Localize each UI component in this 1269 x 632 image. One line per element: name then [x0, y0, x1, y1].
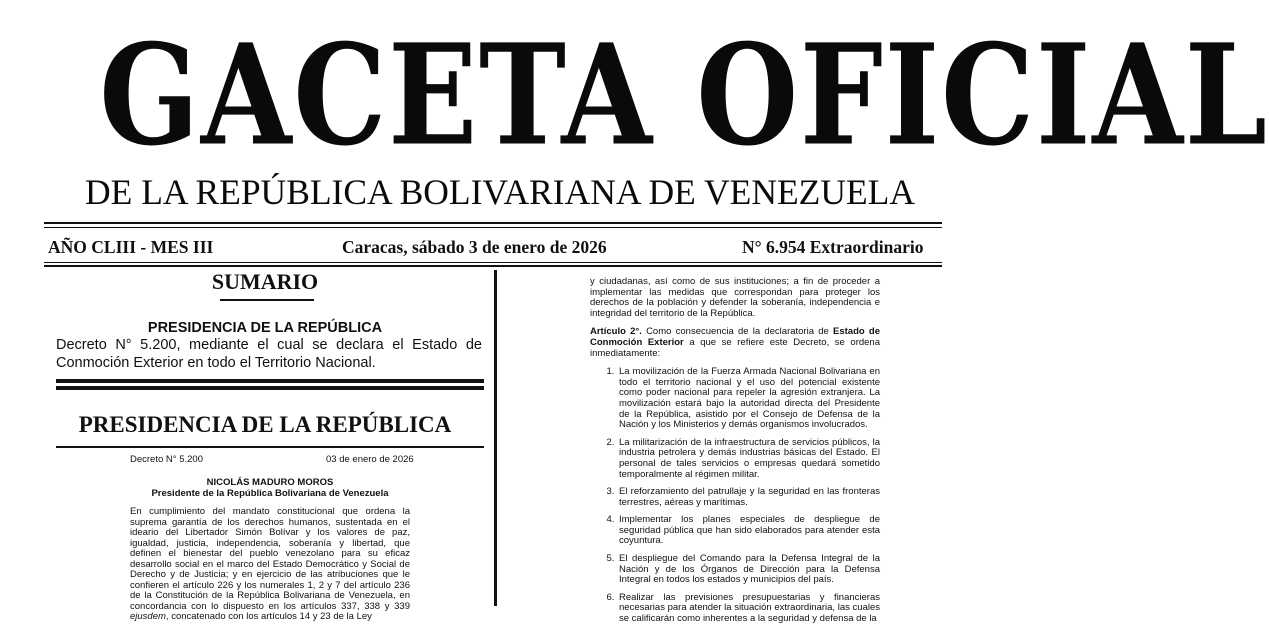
section-rule-3 [56, 446, 484, 448]
header-rule-bottom-thick [44, 265, 942, 267]
issue-year: AÑO CLIII - MES III [48, 237, 214, 257]
list-item: 2. La militarización de la infraestructura de servicios públicos, la industria petrolera y demás industrias básicas del Estado. El personal de tales servicios o empresas quedará sometido temporalmente al régimen militar. [617, 438, 880, 480]
article-2 [590, 327, 880, 359]
decree-date: 03 de enero de 2026 [326, 454, 414, 465]
article-label: Artículo 2°. [590, 326, 642, 338]
signer-name: NICOLÁS MADURO MOROS [206, 477, 334, 488]
signer-title: Presidente de la República Bolivariana de Venezuela [151, 487, 389, 499]
preamble-italic: ejusdem [130, 611, 166, 622]
newspaper-title: GACETA OFICIAL [99, 14, 1269, 178]
summary-underline [220, 299, 314, 301]
header-rule-top [44, 222, 942, 224]
article-bold: Estado de Conmoción Exterior [590, 326, 880, 348]
header-rule-bottom [44, 262, 942, 263]
list-item: 1. La movilización de la Fuerza Armada Nacional Bolivariana en todo el territorio nacional y el uso del potencial existente como poder nacional para repeler la agresión extranjera. La movilización estará bajo la autoridad directa del Presidente de la República, asistido por el Consejo de Defensa de la Nación y los Ministerios y demás organismos involucrados. [617, 367, 880, 431]
preamble-text-2: , concatenado con los artículos 14 y 23 de la Ley [165, 611, 372, 622]
summary-heading: SUMARIO [211, 269, 319, 294]
list-item: 4. Implementar los planes especiales de despliegue de seguridad pública que han sido elaborados para atender esta coyuntura. [617, 515, 880, 547]
decree-preamble [130, 507, 410, 623]
column-divider [494, 270, 497, 606]
right-column [590, 277, 880, 632]
decree-section-title: PRESIDENCIA DE LA REPÚBLICA [78, 412, 452, 437]
section-rule-1 [56, 379, 484, 383]
issue-place-date: Caracas, sábado 3 de enero de 2026 [342, 237, 607, 257]
summary-section: PRESIDENCIA DE LA REPÚBLICA [147, 320, 383, 336]
measures-list [590, 367, 880, 624]
decree-signer [56, 478, 484, 499]
issue-number: N° 6.954 Extraordinario [742, 237, 924, 257]
article-text-1: Como consecuencia de la declaratoria de [641, 326, 834, 338]
list-item: 5. El despliegue del Comando para la Defensa Integral de la Nación y de los Órganos de Dirección para la Defensa Integral en todos los estados y municipios del país. [617, 554, 880, 586]
newspaper-subtitle: DE LA REPÚBLICA BOLIVARIANA DE VENEZUELA [85, 172, 915, 212]
list-item: 6. Realizar las previsiones presupuestarias y financieras necesarias para atender la situación extraordinaria, las cuales se calificarán como inherentes a la seguridad y defensa de la [617, 593, 880, 625]
issue-info-bar [48, 237, 928, 259]
summary-text: Decreto N° 5.200, mediante el cual se declara el Estado de Conmoción Exterior en todo el Territorio Nacional. [56, 337, 482, 371]
right-intro: y ciudadanas, así como de sus instituciones; a fin de proceder a implementar las medidas que correspondan para proteger los derechos de la población y defender la soberanía, independencia e integridad del territorio de la República. [590, 276, 880, 319]
article-text-2: a que se refiere este Decreto, se ordena inmediatamente: [590, 336, 880, 359]
decree-number: Decreto N° 5.200 [130, 454, 203, 465]
header-rule-top-thin [44, 227, 942, 228]
preamble-text-1: En cumplimiento del mandato constitucional que ordena la suprema garantía de los derechos humanos, sustentada en el ideario del Libertador Simón Bolívar y los valores de paz, igualdad, justicia, independencia, soberanía y libertad, que definen el bienestar del pueblo venezolano para su eficaz desarrollo social en el marco del Estado Democrático y Social de Derecho y de Justicia; y en ejercicio de las atribuciones que le confieren el artículo 226 y los numerales 1, 2 y 7 del artículo 236 de la Constitución de la República Bolivariana de Venezuela, en concordancia con lo dispuesto en los artículos 337, 338 y 339 [130, 506, 410, 612]
section-rule-2 [56, 386, 484, 390]
list-item: 3. El reforzamiento del patrullaje y la seguridad en las fronteras terrestres, aéreas y marítimas. [617, 487, 880, 508]
